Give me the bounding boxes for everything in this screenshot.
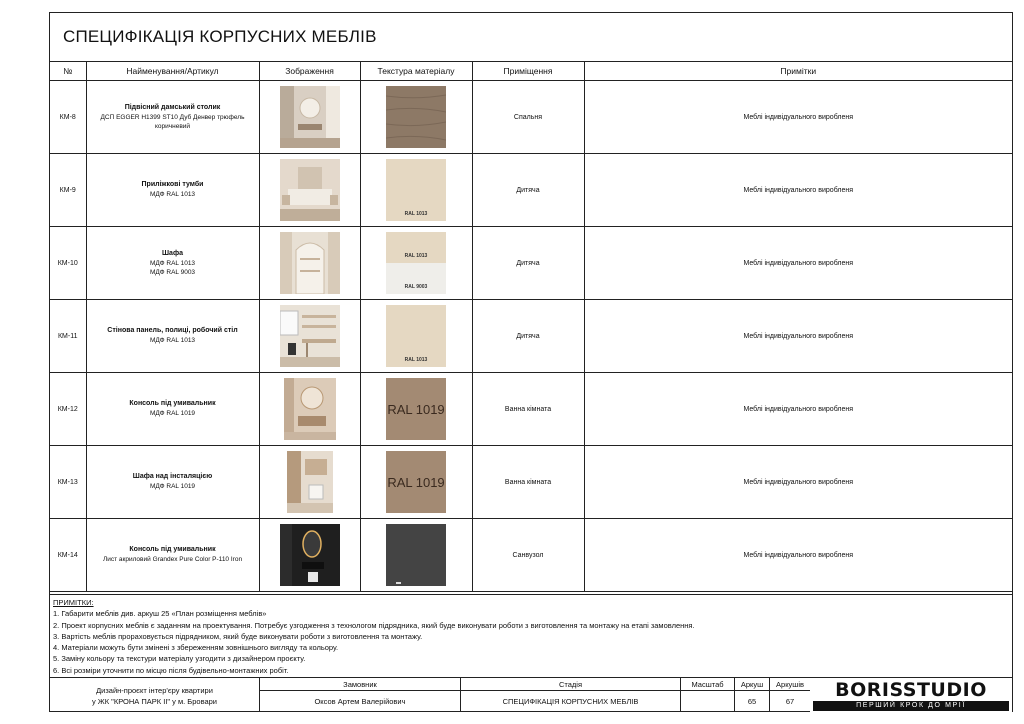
room-cell: Ванна кімната bbox=[472, 373, 584, 446]
spec-table bbox=[50, 62, 1012, 592]
project-address: у ЖК "КРОНА ПАРК ІІ" у м. Бровари bbox=[91, 697, 218, 706]
notes-block bbox=[50, 594, 1012, 677]
image-cell bbox=[259, 446, 360, 519]
texture-label: RAL 1013 bbox=[404, 357, 428, 363]
texture-cell bbox=[360, 81, 472, 154]
item-name-cell bbox=[86, 300, 259, 373]
item-name: Шафа bbox=[162, 249, 183, 257]
item-name: Стінова панель, полиці, робочий стіл bbox=[107, 327, 238, 334]
texture-swatch bbox=[386, 378, 446, 440]
title-bar bbox=[50, 13, 1012, 62]
scale-label: Масштаб bbox=[691, 680, 724, 689]
texture-swatch bbox=[386, 232, 446, 294]
texture-label: RAL 1013 bbox=[404, 253, 428, 259]
texture-swatch bbox=[386, 451, 446, 513]
image-cell bbox=[259, 300, 360, 373]
furniture-photo bbox=[284, 378, 336, 440]
col-header-room: Приміщення bbox=[472, 62, 584, 81]
texture-swatch bbox=[386, 159, 446, 221]
item-number: КМ-12 bbox=[50, 373, 86, 446]
sheets-total: 67 bbox=[785, 697, 795, 706]
image-cell bbox=[259, 81, 360, 154]
item-name-cell bbox=[86, 81, 259, 154]
furniture-photo bbox=[280, 86, 340, 148]
note-cell: Меблі індивідуального виробленя bbox=[584, 227, 1012, 300]
room-cell: Дитяча bbox=[472, 300, 584, 373]
note-cell: Меблі індивідуального виробленя bbox=[584, 373, 1012, 446]
texture-cell bbox=[360, 446, 472, 519]
item-spec: МДФ RAL 1013 bbox=[149, 191, 196, 198]
stage-label: Стадія bbox=[558, 680, 583, 689]
col-header-notes: Примітки bbox=[584, 62, 1012, 81]
item-name-cell bbox=[86, 519, 259, 592]
note-cell: Меблі індивідуального виробленя bbox=[584, 300, 1012, 373]
texture-label: RAL 1019 bbox=[387, 402, 445, 417]
item-name: Приліжкові тумби bbox=[141, 181, 204, 188]
room-cell: Спальня bbox=[472, 81, 584, 154]
item-name-cell bbox=[86, 446, 259, 519]
texture-swatch bbox=[386, 86, 446, 148]
table-row bbox=[50, 446, 1012, 519]
item-name-cell bbox=[86, 373, 259, 446]
room-cell: Санвузол bbox=[472, 519, 584, 592]
item-spec: ДСП EGGER H1399 ST10 Дуб Денвер трюфель коричневий bbox=[100, 113, 245, 130]
note-cell: Меблі індивідуального виробленя bbox=[584, 446, 1012, 519]
image-cell bbox=[259, 227, 360, 300]
table-row bbox=[50, 373, 1012, 446]
project-cell bbox=[50, 685, 259, 707]
col-header-image: Зображення bbox=[259, 62, 360, 81]
sheet-label: Аркуш bbox=[740, 680, 764, 689]
item-name: Консоль під умивальник bbox=[129, 400, 216, 407]
room-cell: Ванна кімната bbox=[472, 446, 584, 519]
note-cell: Меблі індивідуального виробленя bbox=[584, 81, 1012, 154]
note-line: 3. Вартість меблів прораховується підрядником, який буде виконувати роботи з виготовлення та монтажу. bbox=[53, 631, 423, 641]
item-number: КМ-9 bbox=[50, 154, 86, 227]
note-cell: Меблі індивідуального виробленя bbox=[584, 154, 1012, 227]
item-name-cell bbox=[86, 154, 259, 227]
col-header-texture: Текстура матеріалу bbox=[360, 62, 472, 81]
notes-heading: ПРИМІТКИ: bbox=[53, 598, 94, 607]
note-line: 4. Матеріали можуть бути змінені з збереженням зовнішнього вигляду та кольору. bbox=[53, 643, 339, 653]
col-header-name: Найменування/Артикул bbox=[86, 62, 259, 81]
spec-sheet bbox=[49, 12, 1013, 712]
texture-swatch bbox=[386, 305, 446, 367]
logo-tagline: ПЕРШИЙ КРОК ДО МРІЇ bbox=[813, 701, 1009, 711]
image-cell bbox=[259, 154, 360, 227]
table-row bbox=[50, 227, 1012, 300]
item-spec: МДФ RAL 9003 bbox=[149, 268, 196, 276]
image-cell bbox=[259, 373, 360, 446]
item-spec: Лист акриловий Grandex Pure Color P-110 Iron bbox=[102, 556, 243, 563]
sheets-label: Аркушів bbox=[776, 680, 804, 689]
texture-cell bbox=[360, 519, 472, 592]
note-cell: Меблі індивідуального виробленя bbox=[584, 519, 1012, 592]
item-number: КМ-8 bbox=[50, 81, 86, 154]
furniture-photo bbox=[280, 524, 340, 586]
item-name-cell bbox=[86, 227, 259, 300]
item-name: Підвісний дамський столик bbox=[124, 103, 221, 111]
client-label: Замовник bbox=[343, 680, 377, 689]
stage-value: СПЕЦИФІКАЦІЯ КОРПУСНИХ МЕБЛІВ bbox=[502, 697, 639, 706]
item-spec: МДФ RAL 1013 bbox=[149, 337, 196, 344]
table-header-row bbox=[50, 62, 1012, 81]
furniture-photo bbox=[280, 305, 340, 367]
page-title: СПЕЦИФІКАЦІЯ КОРПУСНИХ МЕБЛІВ bbox=[63, 27, 377, 46]
image-cell bbox=[259, 519, 360, 592]
note-line: 5. Заміну кольору та текстури матеріалу узгодити з дизайнером проєкту. bbox=[53, 654, 306, 664]
texture-label: RAL 1019 bbox=[387, 475, 445, 490]
table-row bbox=[50, 519, 1012, 592]
room-cell: Дитяча bbox=[472, 227, 584, 300]
note-line: 6. Всі розміри уточнити по місцю після будівельно-монтажних робіт. bbox=[53, 665, 289, 675]
col-header-number: № bbox=[50, 62, 86, 81]
texture-cell bbox=[360, 373, 472, 446]
item-number: КМ-14 bbox=[50, 519, 86, 592]
table-row bbox=[50, 154, 1012, 227]
item-number: КМ-13 bbox=[50, 446, 86, 519]
item-name: Консоль під умивальник bbox=[129, 546, 216, 553]
room-cell: Дитяча bbox=[472, 154, 584, 227]
sheet-number: 65 bbox=[747, 697, 757, 706]
studio-logo bbox=[810, 678, 1012, 712]
item-spec: МДФ RAL 1019 bbox=[149, 410, 196, 417]
item-spec: МДФ RAL 1019 bbox=[149, 483, 196, 490]
texture-swatch bbox=[386, 524, 446, 586]
table-row bbox=[50, 300, 1012, 373]
furniture-photo bbox=[280, 232, 340, 294]
logo-name: BORISSTUDIO bbox=[835, 679, 987, 701]
texture-label: RAL 9003 bbox=[404, 284, 428, 290]
item-number: КМ-10 bbox=[50, 227, 86, 300]
texture-cell bbox=[360, 227, 472, 300]
client-name: Оксов Артем Валерійович bbox=[314, 697, 406, 706]
furniture-photo bbox=[280, 159, 340, 221]
furniture-photo bbox=[287, 451, 333, 513]
texture-cell bbox=[360, 300, 472, 373]
item-name: Шафа над інсталяцією bbox=[132, 473, 213, 480]
note-line: 1. Габарити меблів див. аркуш 25 «План розміщення меблів» bbox=[53, 609, 267, 619]
item-spec: МДФ RAL 1013 bbox=[149, 259, 196, 267]
item-number: КМ-11 bbox=[50, 300, 86, 373]
project-name: Дизайн-проєкт інтер'єру квартири bbox=[96, 686, 213, 695]
table-row bbox=[50, 81, 1012, 154]
texture-cell bbox=[360, 154, 472, 227]
texture-label: RAL 1013 bbox=[404, 211, 428, 217]
note-line: 2. Проект корпусних меблів є заданням на проектування. Потребує узгодження з технологом підрядника, який буде виконувати роботи з виготовлення та монтажу на етапі замовлення. bbox=[53, 620, 695, 630]
title-block bbox=[50, 677, 1012, 711]
